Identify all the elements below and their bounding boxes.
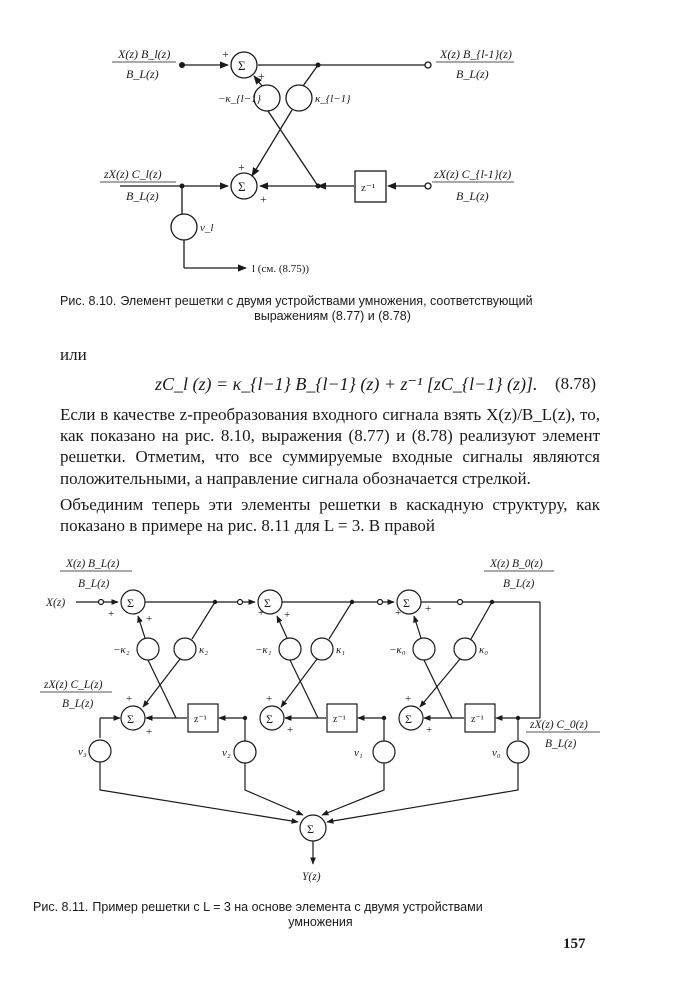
- sum-symbol: Σ: [307, 822, 314, 836]
- multiplier-v: [89, 740, 111, 762]
- plus-sign: +: [266, 693, 273, 705]
- page-number: 157: [563, 936, 586, 952]
- caption-label: Рис. 8.10.: [60, 294, 117, 308]
- caption-line-2: умножения: [288, 915, 353, 929]
- plus-sign: +: [238, 160, 245, 174]
- gain-v-label: v₂: [222, 747, 231, 759]
- label-mid-right-den: B_L(z): [456, 189, 489, 203]
- equation-number: (8.78): [555, 374, 597, 393]
- gain-v-label: v₁: [354, 747, 363, 759]
- gain-neg-kappa-label: −κ₀: [389, 644, 406, 656]
- plus-sign: +: [284, 609, 291, 621]
- plus-sign: +: [395, 607, 402, 619]
- label-mid-right: zX(z) C_0(z): [530, 719, 588, 731]
- multiplier-v: [171, 214, 197, 240]
- sum-symbol: Σ: [403, 596, 410, 610]
- gain-v-label: v₀: [492, 747, 501, 759]
- caption-line-1: Пример решетки с L = 3 на основе элемента с двумя устройствами: [92, 900, 483, 914]
- plus-sign: +: [222, 47, 229, 61]
- figure-caption-8-10: [60, 294, 605, 324]
- caption-label: Рис. 8.11.: [33, 900, 89, 914]
- caption-line-2: выражениям (8.77) и (8.78): [254, 309, 411, 323]
- sum-symbol-bottom: Σ: [238, 179, 246, 194]
- gain-neg-kappa-label: −κ₁: [255, 644, 272, 656]
- plus-sign: +: [146, 726, 153, 738]
- plus-sign: +: [108, 608, 115, 620]
- plus-sign: +: [426, 724, 433, 736]
- figure-8-11: [0, 550, 675, 890]
- plus-sign: +: [260, 192, 267, 206]
- or-word: или: [60, 345, 87, 364]
- multiplier-kappa: [286, 85, 312, 111]
- output-label: Y(z): [302, 871, 321, 883]
- gain-kappa-label: κ₀: [479, 644, 489, 656]
- plus-sign: +: [405, 693, 412, 705]
- sum-symbol: Σ: [266, 712, 273, 726]
- label-top-right: X(z) B_0(z): [490, 558, 543, 570]
- delay-label: z⁻¹: [361, 182, 375, 194]
- sum-symbol: Σ: [127, 712, 134, 726]
- gain-kappa-label: κ_{l−1}: [315, 93, 351, 105]
- paragraph-1: Если в качестве z-преобразования входного сигнала взять X(z)/B_L(z), то, как показано на рис. 8.10, выражения (8.77) и (8.78) реализуют элемент решетки. Отметим, что все суммируемые входные сигналы являются положительными, а направление сигнала обозначается стрелкой.: [60, 405, 600, 488]
- output-ref-label: l (см. (8.75)): [252, 263, 310, 275]
- paragraph-2: Объединим теперь эти элементы решетки в каскадную структуру, как показано в примере на рис. 8.11 для L = 3. В правой: [60, 495, 600, 536]
- label-top-right: X(z) B_{l-1}(z): [440, 47, 512, 61]
- label-mid-right-den: B_L(z): [545, 738, 577, 750]
- plus-sign: +: [425, 603, 432, 615]
- figure-caption-8-11: [33, 900, 608, 930]
- multiplier-kappa: [311, 638, 333, 660]
- label-mid-left-den: B_L(z): [62, 698, 94, 710]
- multiplier-neg-kappa: [137, 638, 159, 660]
- label-top-left-den: B_L(z): [126, 67, 159, 81]
- label-top-right-den: B_L(z): [456, 67, 489, 81]
- label-mid-left: zX(z) C_L(z): [44, 679, 103, 691]
- gain-kappa-label: κ₂: [199, 644, 209, 656]
- equation-8-78: zC_l (z) = κ_{l−1} B_{l−1} (z) + z⁻¹ [zC_{l−1} (z)].: [155, 374, 538, 394]
- multiplier-v: [507, 741, 529, 763]
- plus-sign: +: [258, 69, 265, 83]
- caption-line-1: Элемент решетки с двумя устройствами умножения, соответствующий: [120, 294, 533, 308]
- label-top-left: X(z) B_l(z): [118, 47, 171, 61]
- delay-label: z⁻¹: [194, 714, 207, 725]
- sum-symbol: Σ: [264, 596, 271, 610]
- sum-symbol: Σ: [405, 712, 412, 726]
- multiplier-v: [373, 741, 395, 763]
- figure-8-10: [0, 0, 675, 290]
- delay-label: z⁻¹: [471, 714, 484, 725]
- plus-sign: +: [126, 693, 133, 705]
- label-top-right-den: B_L(z): [503, 578, 535, 590]
- sum-symbol: Σ: [127, 596, 134, 610]
- multiplier-kappa: [454, 638, 476, 660]
- label-mid-left: zX(z) C_l(z): [104, 167, 162, 181]
- gain-v-label: v_l: [200, 222, 214, 234]
- label-mid-right: zX(z) C_{l-1}(z): [434, 167, 512, 181]
- multiplier-v: [234, 741, 256, 763]
- gain-neg-kappa-label: −κ_{l−1}: [218, 93, 261, 105]
- multiplier-neg-kappa: [279, 638, 301, 660]
- delay-label: z⁻¹: [333, 714, 346, 725]
- gain-neg-kappa-label: −κ₂: [113, 644, 130, 656]
- label-top-left: X(z) B_L(z): [66, 558, 120, 570]
- label-mid-left-den: B_L(z): [126, 189, 159, 203]
- multiplier-kappa: [174, 638, 196, 660]
- plus-sign: +: [146, 613, 153, 625]
- gain-v-label: v₃: [78, 746, 87, 758]
- label-top-left-den: B_L(z): [78, 578, 110, 590]
- input-label: X(z): [46, 597, 66, 609]
- plus-sign: +: [287, 724, 294, 736]
- plus-sign: +: [258, 607, 265, 619]
- multiplier-neg-kappa: [413, 638, 435, 660]
- gain-kappa-label: κ₁: [336, 644, 346, 656]
- sum-symbol-top: Σ: [238, 58, 246, 73]
